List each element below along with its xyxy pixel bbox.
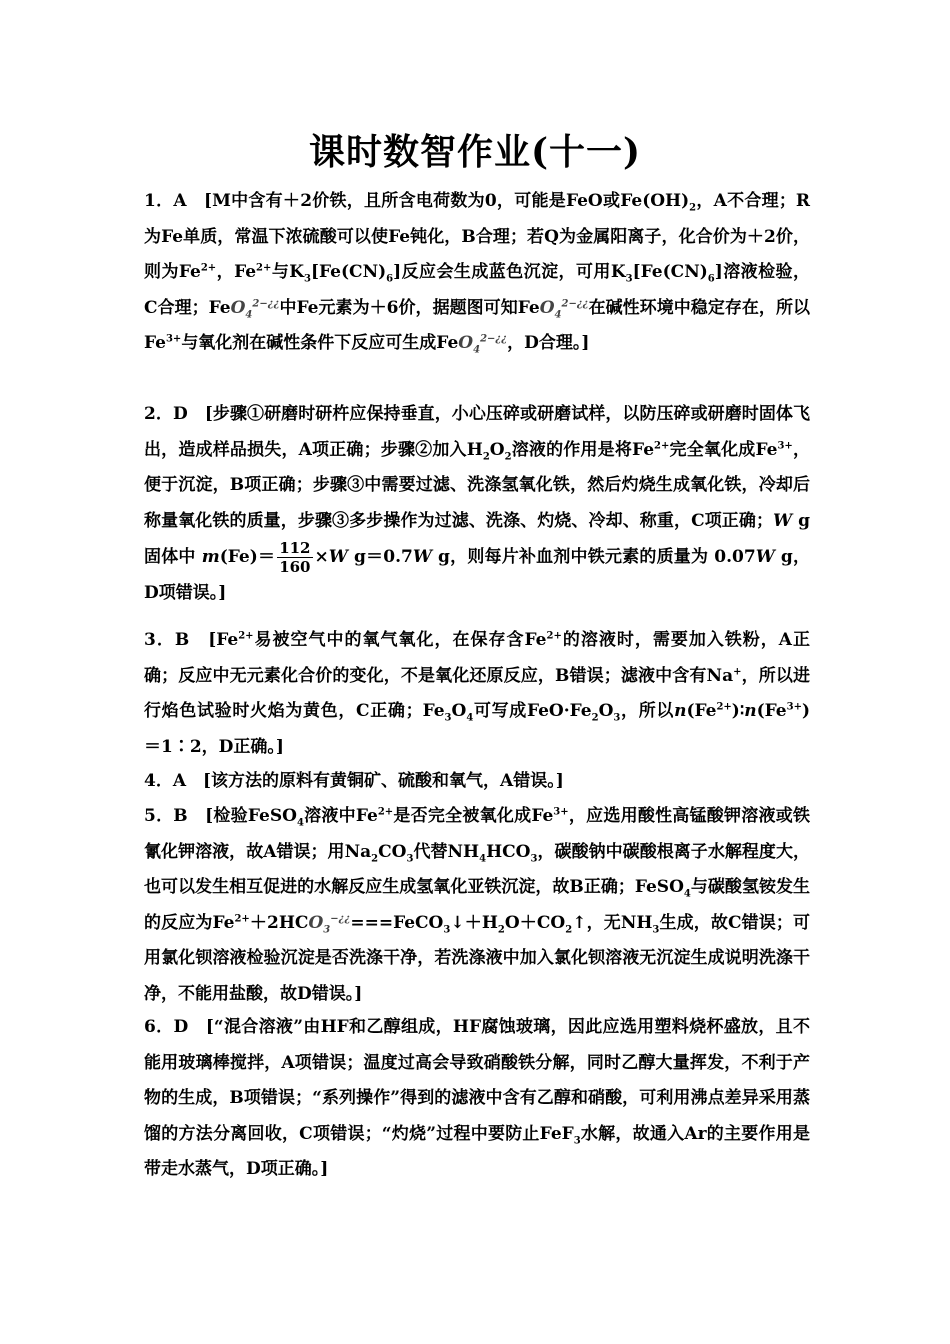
ferrate-ion: $O_4^{2-¿¿}$ (230, 297, 280, 320)
answer-1: 1．A [M中含有＋2价铁，且所含电荷数为0，可能是FeO或$Fe(OH)_2$，A不合理；R为Fe单质，常温下浓硫酸可以使Fe钝化，B合理；若Q为金属阳离子，化合价为＋2价，则为$Fe^{2+}$，$Fe^{2+}$与$K_3[Fe(CN)_6]$反应会生成蓝色沉淀，可用$K_3[Fe(CN)_6]$溶液检验，C合理；FeO$_4^{2-¿¿}$中Fe元素为＋6价，据题图可知FeO$_4^{2-¿¿}$在碱性环境中稳定存在，所以$Fe^{3+}$与氧化剂在碱性条件下反应可生成FeO$_4^{2-¿¿}$，D合理。] (144, 191, 810, 356)
bicarbonate-ion: $O_3^{-¿¿}$ (308, 912, 351, 935)
fraction: $\frac{112}{160}$ (279, 539, 311, 576)
answer-2: 2．D [步骤①研磨时研杵应保持垂直，小心压碎或研磨试样，以防压碎或研磨时固体飞出，造成样品损失，A项正确；步骤②加入$H_2O_2$溶液的作用是将$Fe^{2+}$完全氧化成$Fe^{3+}$，便于沉淀，B项正确；步骤③中需要过滤、洗涤氢氧化铁，然后灼烧生成氧化铁，冷却后称量氧化铁的质量，步骤③多步操作为过滤、洗涤、灼烧、冷却、称重，C项正确；W g固体中 m(Fe)＝ $\frac{112}{160}$ ×W g＝0.7W g，则每片补血剂中铁元素的质量为 0.07W g，D项错误。] (144, 404, 811, 603)
answer-4: 4．A [该方法的原料有黄铜矿、硫酸和氧气，A错误。] (144, 771, 564, 791)
ferrate-ion: $O_4^{2-¿¿}$ (458, 333, 508, 356)
answer-6: 6．D [“混合溶液”由HF和乙醇组成，HF腐蚀玻璃，因此应选用塑料烧杯盛放，且不能用玻璃棒搅拌，A项错误；温度过高会导致硝酸铁分解，同时乙醇大量挥发，不利于产物的生成，B项错误；“系列操作”得到的滤液中含有乙醇和硝酸，可利用沸点差异采用蒸馏的方法分离回收，C项错误；“灼烧”过程中要防止FeF$_3$水解，故通入Ar的主要作用是带走水蒸气，D项正确。] (144, 1017, 810, 1179)
answer-5: 5．B [检验FeSO$_4$溶液中$Fe^{2+}$是否完全被氧化成$Fe^{3+}$，应选用酸性高锰酸钾溶液或铁氰化钾溶液，故A错误；用$Na_2CO_3$代替$NH_4HCO_3$，碳酸钠中碳酸根离子水解程度大，也可以发生相互促进的水解反应生成氢氧化亚铁沉淀，故B正确；FeSO$_4$与碳酸氢铵发生的反应为$Fe^{2+}+2HCO_3^{-¿¿}===FeCO_3↓+H_2O+CO_2↑$，无$NH_3$生成，故C错误；可用氯化钡溶液检验沉淀是否洗涤干净，若洗涤液中加入氯化钡溶液无沉淀生成说明洗涤干净，不能用盐酸，故D错误。] (144, 806, 810, 1004)
answer-3: 3．B [$Fe^{2+}$易被空气中的氧气氧化，在保存含$Fe^{2+}$的溶液时，需要加入铁粉，A正确；反应中无元素化合价的变化，不是氧化还原反应，B错误；滤液中含有Na+，所以进行焰色试验时火焰为黄色，C正确；$Fe_3O_4$可写成$FeO\cdot Fe_2O_3$，所以$n(Fe^{2+})∶n(Fe^{3+})=1∶2$，D正确。] (144, 630, 811, 757)
ferrate-ion: $O_4^{2-¿¿}$ (539, 297, 589, 320)
page-title: 课时数智作业(十一) (308, 131, 642, 173)
